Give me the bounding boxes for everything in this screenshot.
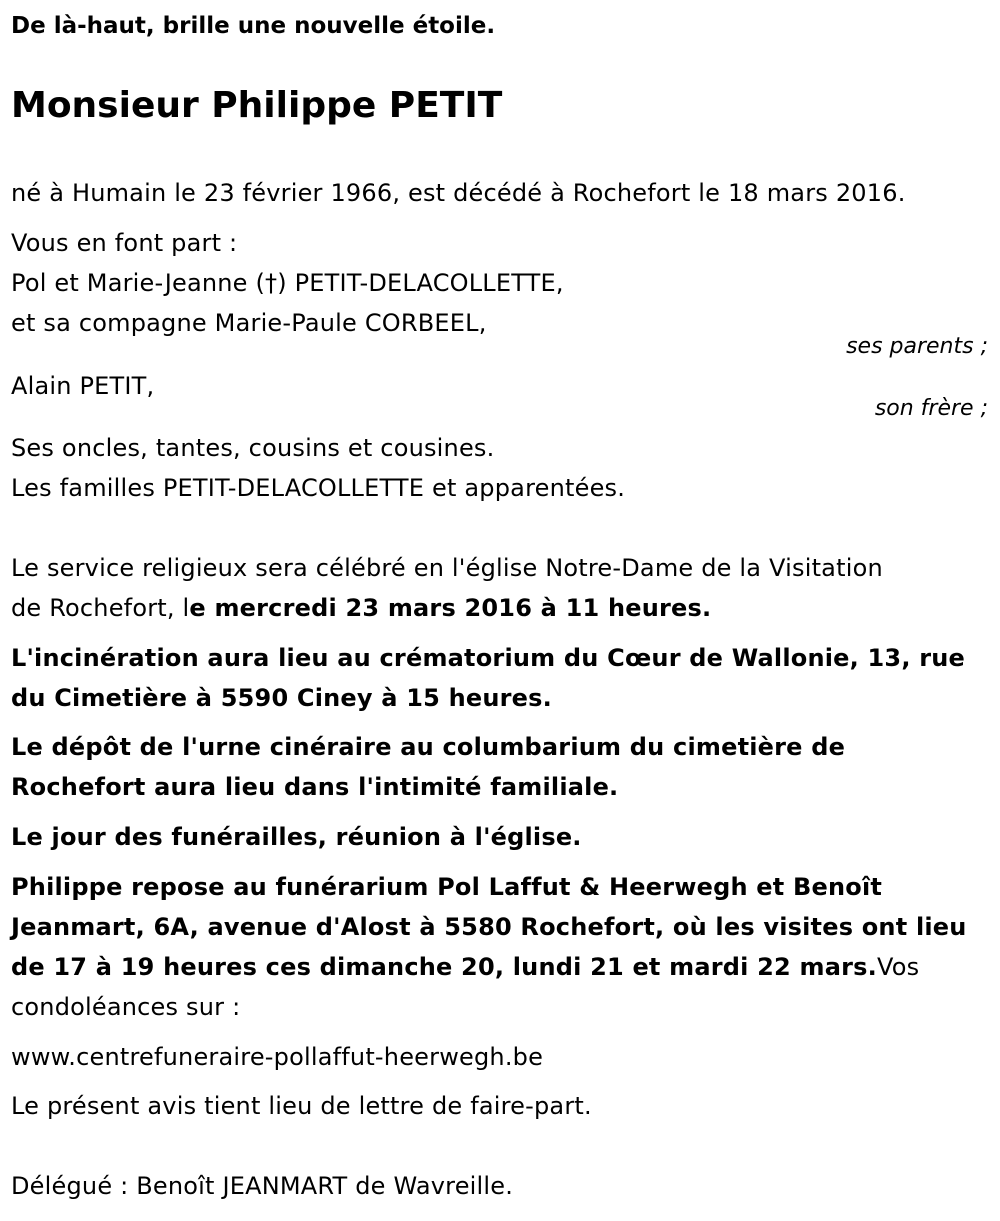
cremation-line-2: du Cimetière à 5590 Ciney à 15 heures. <box>11 684 552 712</box>
parents-line-2: et sa compagne Marie-Paule CORBEEL, <box>11 309 487 337</box>
notice-line: Le présent avis tient lieu de lettre de faire-part. <box>11 1092 592 1120</box>
gathering-line: Le jour des funérailles, réunion à l'église. <box>11 823 582 851</box>
birth-death-line: né à Humain le 23 février 1966, est décédé à Rochefort le 18 mars 2016. <box>11 179 906 207</box>
visitation-line-2: Jeanmart, 6A, avenue d'Alost à 5580 Rochefort, où les visites ont lieu <box>11 913 967 941</box>
brother-role: son frère ; <box>874 396 988 421</box>
visitation-hours: de 17 à 19 heures ces dimanche 20, lundi 21 et mardi 22 mars. <box>11 953 877 981</box>
delegate-line: Délégué : Benoît JEANMART de Wavreille. <box>11 1172 514 1200</box>
parents-role: ses parents ; <box>846 334 988 359</box>
condolences-lead: Vos <box>876 953 920 981</box>
service-line-2-plain: de Rochefort, l <box>11 594 190 622</box>
service-line-1: Le service religieux sera célébré en l'église Notre-Dame de la Visitation <box>11 554 883 582</box>
brother-line: Alain PETIT, <box>11 372 155 400</box>
parents-line-1: Pol et Marie-Jeanne (†) PETIT-DELACOLLETTE, <box>11 269 564 297</box>
tagline: De là-haut, brille une nouvelle étoile. <box>11 13 496 39</box>
cremation-line-1: L'incinération aura lieu au crématorium du Cœur de Wallonie, 13, rue <box>11 644 965 672</box>
urn-line-2: Rochefort aura lieu dans l'intimité familiale. <box>11 773 619 801</box>
urn-line-1: Le dépôt de l'urne cinéraire au columbarium du cimetière de <box>11 733 846 761</box>
deceased-name: Monsieur Philippe PETIT <box>11 85 503 126</box>
condolences-line: condoléances sur : <box>11 993 241 1021</box>
family-intro: Vous en font part : <box>11 229 238 257</box>
relatives-line: Ses oncles, tantes, cousins et cousines. <box>11 434 495 462</box>
service-line-2 <box>11 588 711 628</box>
website-link[interactable]: www.centrefuneraire-pollaffut-heerwegh.be <box>11 1043 544 1071</box>
families-line: Les familles PETIT-DELACOLLETTE et apparentées. <box>11 474 626 502</box>
visitation-line-3 <box>11 947 919 987</box>
visitation-line-1: Philippe repose au funérarium Pol Laffut & Heerwegh et Benoît <box>11 873 883 901</box>
service-date-time: e mercredi 23 mars 2016 à 11 heures. <box>189 594 712 622</box>
